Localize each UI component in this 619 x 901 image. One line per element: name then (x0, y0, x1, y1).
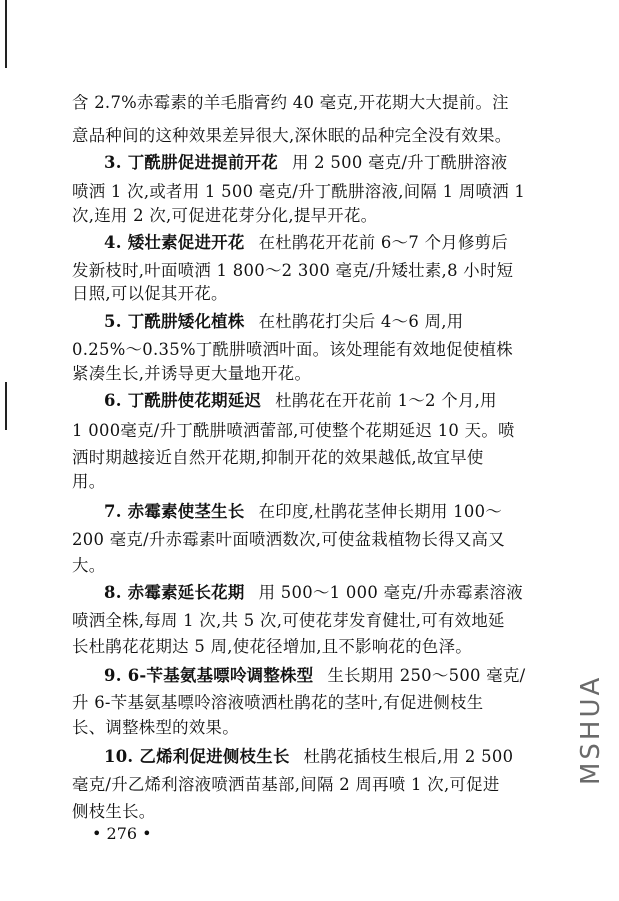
text-line (104, 664, 582, 688)
text-line (72, 773, 550, 797)
text-line (72, 554, 550, 578)
section-heading: 4. 矮壮素促进开花 (104, 233, 245, 252)
text-line (104, 231, 582, 255)
line-text: 生长期用 250～500 毫克/ (327, 666, 526, 685)
text-line (72, 419, 550, 443)
text-line (72, 470, 550, 494)
text-line (104, 500, 582, 524)
line-text: 在杜鹃花开花前 6～7 个月修剪后 (258, 233, 509, 252)
section-heading: 6. 丁酰肼使花期延迟 (104, 391, 262, 410)
line-text: 用 500～1 000 毫克/升赤霉素溶液 (258, 583, 523, 602)
text-line (72, 180, 550, 204)
line-text: 毫克/升乙烯利溶液喷洒苗基部,间隔 2 周再喷 1 次,可促进 (72, 775, 500, 794)
line-text: 洒时期越接近自然开花期,抑制开花的效果越低,故宜早使 (72, 448, 484, 467)
line-text: 发新枝时,叶面喷洒 1 800～2 300 毫克/升矮壮素,8 小时短 (72, 261, 514, 280)
line-text: 意品种间的这种效果差异很大,深休眠的品种完全没有效果。 (72, 126, 512, 145)
text-line (72, 528, 550, 552)
section-heading: 3. 丁酰肼促进提前开花 (104, 153, 278, 172)
text-line (72, 91, 550, 115)
text-line (104, 745, 582, 769)
line-text: 200 毫克/升赤霉素叶面喷洒数次,可使盆栽植物长得又高又 (72, 530, 505, 549)
line-text: 紧凑生长,并诱导更大量地开花。 (72, 364, 312, 383)
text-line (104, 310, 582, 334)
line-text: 喷洒 1 次,或者用 1 500 毫克/升丁酰肼溶液,间隔 1 周喷洒 1 (72, 182, 526, 201)
page-number: • 276 • (92, 824, 152, 843)
line-text: 杜鹃花插枝生根后,用 2 500 (303, 747, 514, 766)
text-line (72, 635, 550, 659)
line-text: 次,连用 2 次,可促进花芽分化,提早开花。 (72, 206, 378, 225)
line-text: 在杜鹃花打尖后 4～6 周,用 (258, 312, 464, 331)
line-text: 侧枝生长。 (72, 802, 156, 821)
text-line (72, 800, 550, 824)
text-line (72, 362, 550, 386)
section-heading: 10. 乙烯利促进侧枝生长 (104, 747, 290, 766)
line-text: 日照,可以促其开花。 (72, 284, 228, 303)
line-text: 长、调整株型的效果。 (72, 718, 239, 737)
section-heading: 8. 赤霉素延长花期 (104, 583, 245, 602)
text-line (72, 609, 550, 633)
text-line (72, 691, 550, 715)
section-heading: 7. 赤霉素使茎生长 (104, 502, 245, 521)
line-text: 大。 (72, 556, 106, 575)
line-text: 长杜鹃花花期达 5 周,使花径增加,且不影响花的色泽。 (72, 637, 472, 656)
line-text: 喷洒全株,每周 1 次,共 5 次,可使花芽发育健壮,可有效地延 (72, 611, 505, 630)
line-text: 0.25%～0.35%丁酰肼喷洒叶面。该处理能有效地促使植株 (72, 340, 513, 359)
text-line (104, 581, 582, 605)
text-line (72, 338, 550, 362)
line-text: 杜鹃花在开花前 1～2 个月,用 (275, 391, 497, 410)
text-line (104, 151, 582, 175)
line-text: 在印度,杜鹃花茎伸长期用 100～ (258, 502, 503, 521)
section-heading: 9. 6-苄基氨基嘌呤调整株型 (104, 666, 314, 685)
text-line (72, 204, 550, 228)
watermark: MSHUA (576, 674, 606, 785)
text-line (72, 124, 550, 148)
line-text: 用 2 500 毫克/升丁酰肼溶液 (291, 153, 508, 172)
text-line (104, 389, 582, 413)
line-text: 含 2.7%赤霉素的羊毛脂膏约 40 毫克,开花期大大提前。注 (72, 93, 509, 112)
line-text: 用。 (72, 472, 106, 491)
text-line (72, 259, 550, 283)
text-line (72, 446, 550, 470)
line-text: 升 6-苄基氨基嘌呤溶液喷洒杜鹃花的茎叶,有促进侧枝生 (72, 693, 484, 712)
text-line (72, 282, 550, 306)
line-text: 1 000毫克/升丁酰肼喷洒蕾部,可使整个花期延迟 10 天。喷 (72, 421, 515, 440)
section-heading: 5. 丁酰肼矮化植株 (104, 312, 245, 331)
text-line (72, 716, 550, 740)
